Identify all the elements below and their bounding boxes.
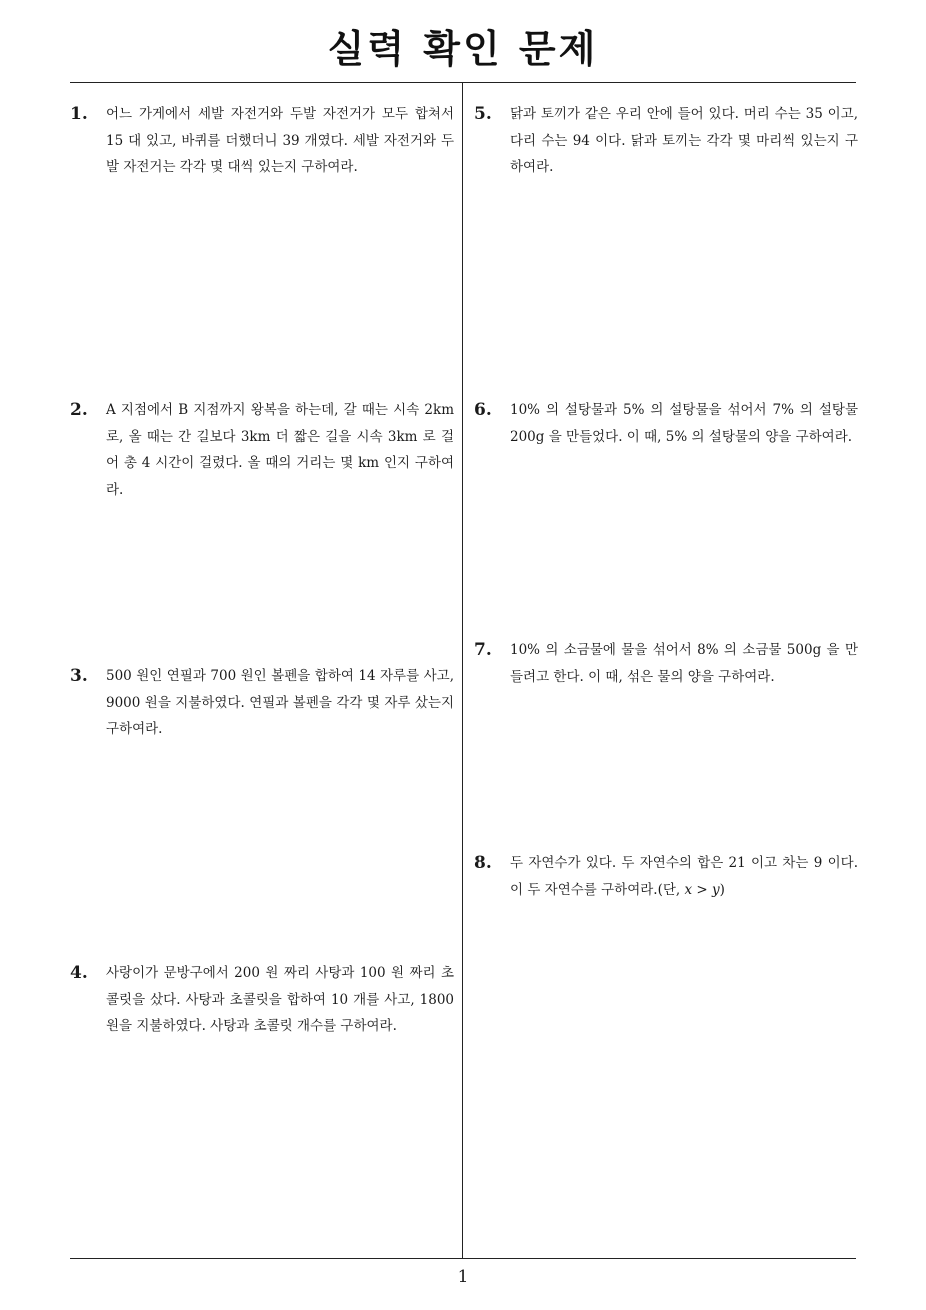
problem-text-part: ) <box>719 881 725 898</box>
problem-number: 8. <box>474 853 492 873</box>
problem-5 <box>474 101 869 181</box>
problem-2 <box>70 397 465 503</box>
problem-text: 어느 가게에서 세발 자전거와 두발 자전거가 모두 합쳐서 15 대 있고, 바퀴를 더했더니 39 개였다. 세발 자전거와 두발 자전거는 각각 몇 대씩 있는지 구하여라. <box>106 106 454 175</box>
problem-7 <box>474 637 869 690</box>
top-rule <box>70 82 856 83</box>
problem-number: 6. <box>474 400 492 420</box>
problem-number: 1. <box>70 104 88 124</box>
problem-text: 닭과 토끼가 같은 우리 안에 들어 있다. 머리 수는 35 이고, 다리 수는 94 이다. 닭과 토끼는 각각 몇 마리씩 있는지 구하여라. <box>510 106 858 175</box>
page-title: 실력 확인 문제 <box>327 27 599 71</box>
problem-text: 10% 의 설탕물과 5% 의 설탕물을 섞어서 7% 의 설탕물 200g 을 만들었다. 이 때, 5% 의 설탕물의 양을 구하여라. <box>510 402 858 445</box>
problem-6 <box>474 397 869 450</box>
bottom-rule <box>70 1258 856 1259</box>
problem-number: 4. <box>70 963 88 983</box>
problem-number: 5. <box>474 104 492 124</box>
problem-text: 500 원인 연필과 700 원인 볼펜을 합하여 14 자루를 사고, 9000 원을 지불하였다. 연필과 볼펜을 각각 몇 자루 샀는지 구하여라. <box>106 668 454 737</box>
problem-number: 2. <box>70 400 88 420</box>
problem-number: 3. <box>70 666 88 686</box>
problem-1 <box>70 101 465 181</box>
problem-text: 10% 의 소금물에 물을 섞어서 8% 의 소금물 500g 을 만들려고 한다. 이 때, 섞은 물의 양을 구하여라. <box>510 642 858 685</box>
problem-4 <box>70 960 465 1040</box>
problem-text: 사랑이가 문방구에서 200 원 짜리 사탕과 100 원 짜리 초콜릿을 샀다. 사탕과 초콜릿을 합하여 10 개를 사고, 1800 원을 지불하였다. 사탕과 초콜릿 개수를 구하여라. <box>106 965 454 1034</box>
problem-text-part: 두 자연수가 있다. 두 자연수의 합은 21 이고 차는 9 이다. 이 두 자연수를 구하여라.(단, <box>510 855 858 898</box>
problem-8 <box>474 850 869 903</box>
problem-number: 7. <box>474 640 492 660</box>
problem-3 <box>70 663 465 743</box>
math-expression: x > y <box>684 881 720 898</box>
page-number: 1 <box>457 1267 469 1287</box>
problem-text: A 지점에서 B 지점까지 왕복을 하는데, 갈 때는 시속 2km 로, 올 때는 간 길보다 3km 더 짧은 길을 시속 3km 로 걸어 총 4 시간이 걸렸다. 올 때의 거리는 몇 km 인지 구하여라. <box>106 402 454 498</box>
problem-text <box>510 850 858 903</box>
